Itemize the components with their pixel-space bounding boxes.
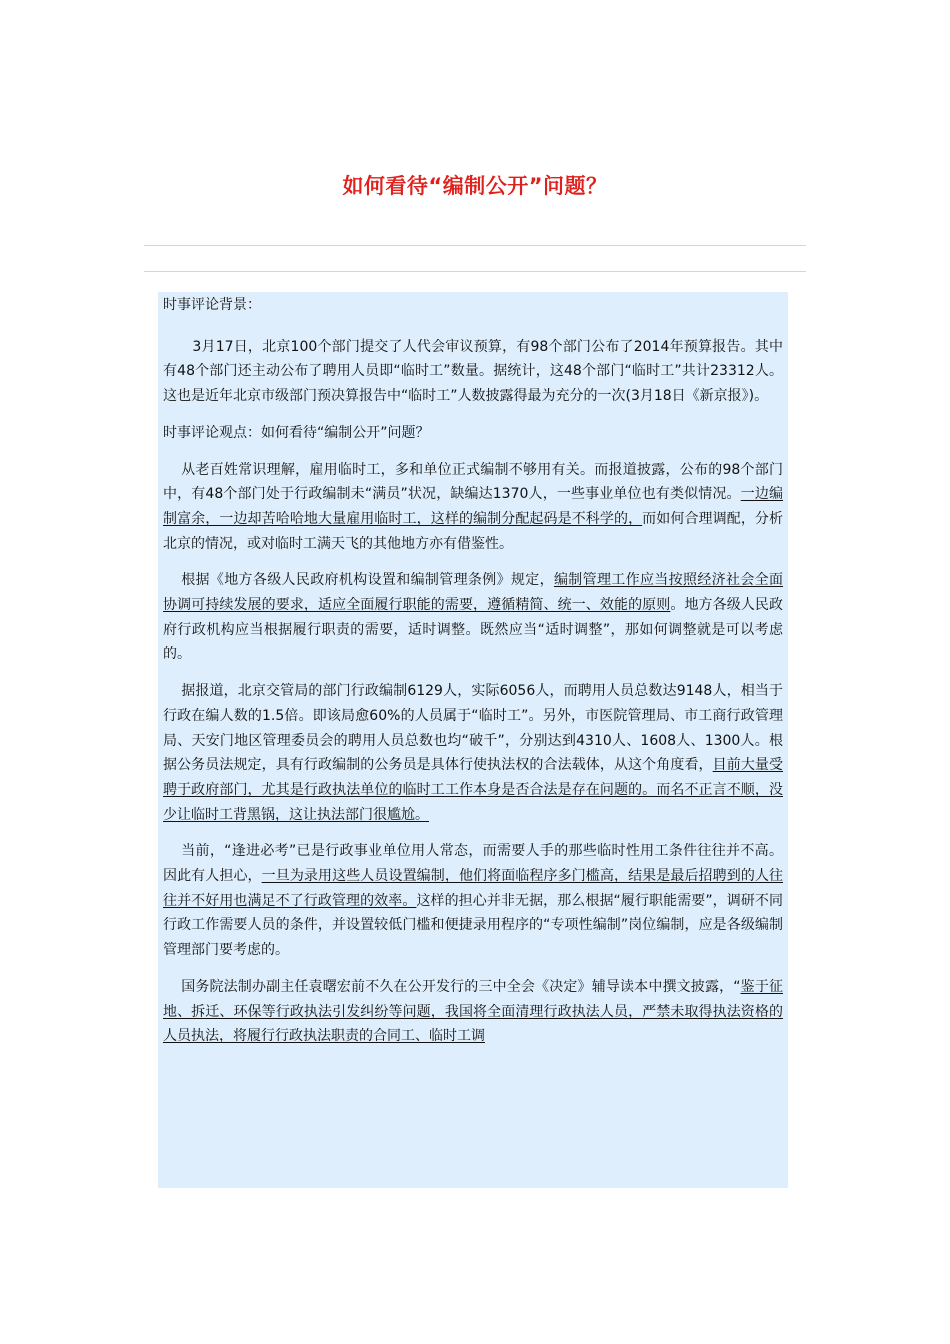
paragraph-3 (163, 568, 783, 667)
paragraph-5-text-b: 这样的担心并非无据，那么根据“履行职能需要”，调研不同行政工作需要人员的条件，并设置较低门槛和便捷录用程序的“专项性编制”岗位编制，应是各级编制管理部门要考虑的。 (163, 892, 784, 959)
section-label-background: 时事评论背景： (163, 297, 261, 313)
paragraph-2 (163, 458, 783, 557)
divider-bottom (144, 271, 806, 272)
paragraph-2-text-b: 而如何合理调配，分析北京的情况，或对临时工满天飞的其他地方亦有借鉴性。 (163, 510, 784, 552)
paragraph-6 (163, 975, 783, 1049)
article-body (158, 292, 788, 1188)
paragraph-4-underlined: 目前大量受聘于政府部门，尤其是行政执法单位的临时工工作本身是否合法是存在问题的。而名不正言不顺，没少让临时工背黑锅，这让执法部门很尴尬。 (163, 757, 784, 823)
paragraph-3-text-a: 根据《地方各级人民政府机构设置和编制管理条例》规定， (181, 572, 554, 589)
document-title: 如何看待“编制公开”问题？ (342, 174, 608, 198)
paragraph-4 (163, 679, 783, 827)
paragraph-4-text-a: 据报道，北京交管局的部门行政编制6129人，实际6056人，而聘用人员总数达9148人，相当于行政在编人数的1.5倍。即该局愈60%的人员属于“临时工”。另外，市医院管理局、市工商行政管理局、天安门地区管理委员会的聘用人员总数也均“破千”，分别达到4310人、1608人、1300人。根据公务员法规定，具有行政编制的公务员是具体行使执法权的合法载体，从这个角度看， (163, 683, 783, 774)
paragraph-5 (163, 839, 783, 963)
paragraph-3-text-b: 。地方各级人民政府行政机构应当根据履行职责的需要，适时调整。既然应当“适时调整”，那如何调整就是可以考虑的。 (163, 597, 784, 663)
paragraph-2-underlined: 一边编制富余，一边却苦哈哈地大量雇用临时工，这样的编制分配起码是不科学的， (163, 486, 784, 527)
section-label-viewpoint: 时事评论观点：如何看待“编制公开”问题？ (163, 424, 430, 441)
paragraph-6-underlined: 鉴于征地、拆迁、环保等行政执法引发纠纷等问题，我国将全面清理行政执法人员，严禁未取得执法资格的人员执法，将履行行政执法职责的合同工、临时工调 (163, 978, 783, 1045)
paragraph-5-text-a: 当前，“逢进必考”已是行政事业单位用人常态，而需要人手的那些临时性用工条件往往并不高。因此有人担心， (163, 843, 783, 885)
paragraph-3-underlined: 编制管理工作应当按照经济社会全面协调可持续发展的要求，适应全面履行职能的需要，遵循精简、统一、效能的原则 (163, 572, 784, 614)
paragraph-2-text-a: 从老百姓常识理解，雇用临时工，多和单位正式编制不够用有关。而报道披露，公布的98个部门中，有48个部门处于行政编制未“满员”状况，缺编达1370人，一些事业单位也有类似情况。 (163, 461, 783, 503)
paragraph-background: 3月17日，北京100个部门提交了人代会审议预算，有98个部门公布了2014年预算报告。其中有48个部门还主动公布了聘用人员即“临时工”数量。据统计，这48个部门“临时工”共计23312人。这也是近年北京市级部门预决算报告中“临时工”人数披露得最为充分的一次(3月18日《新京报》)。 (163, 338, 783, 405)
divider-top (144, 245, 806, 246)
paragraph-5-underlined: 一旦为录用这些人员设置编制，他们将面临程序多门槛高，结果是最后招聘到的人往往并不好用也满足不了行政管理的效率。 (163, 868, 784, 909)
paragraph-6-text-a: 国务院法制办副主任袁曙宏前不久在公开发行的三中全会《决定》辅导读本中撰文披露，“ (181, 978, 741, 995)
